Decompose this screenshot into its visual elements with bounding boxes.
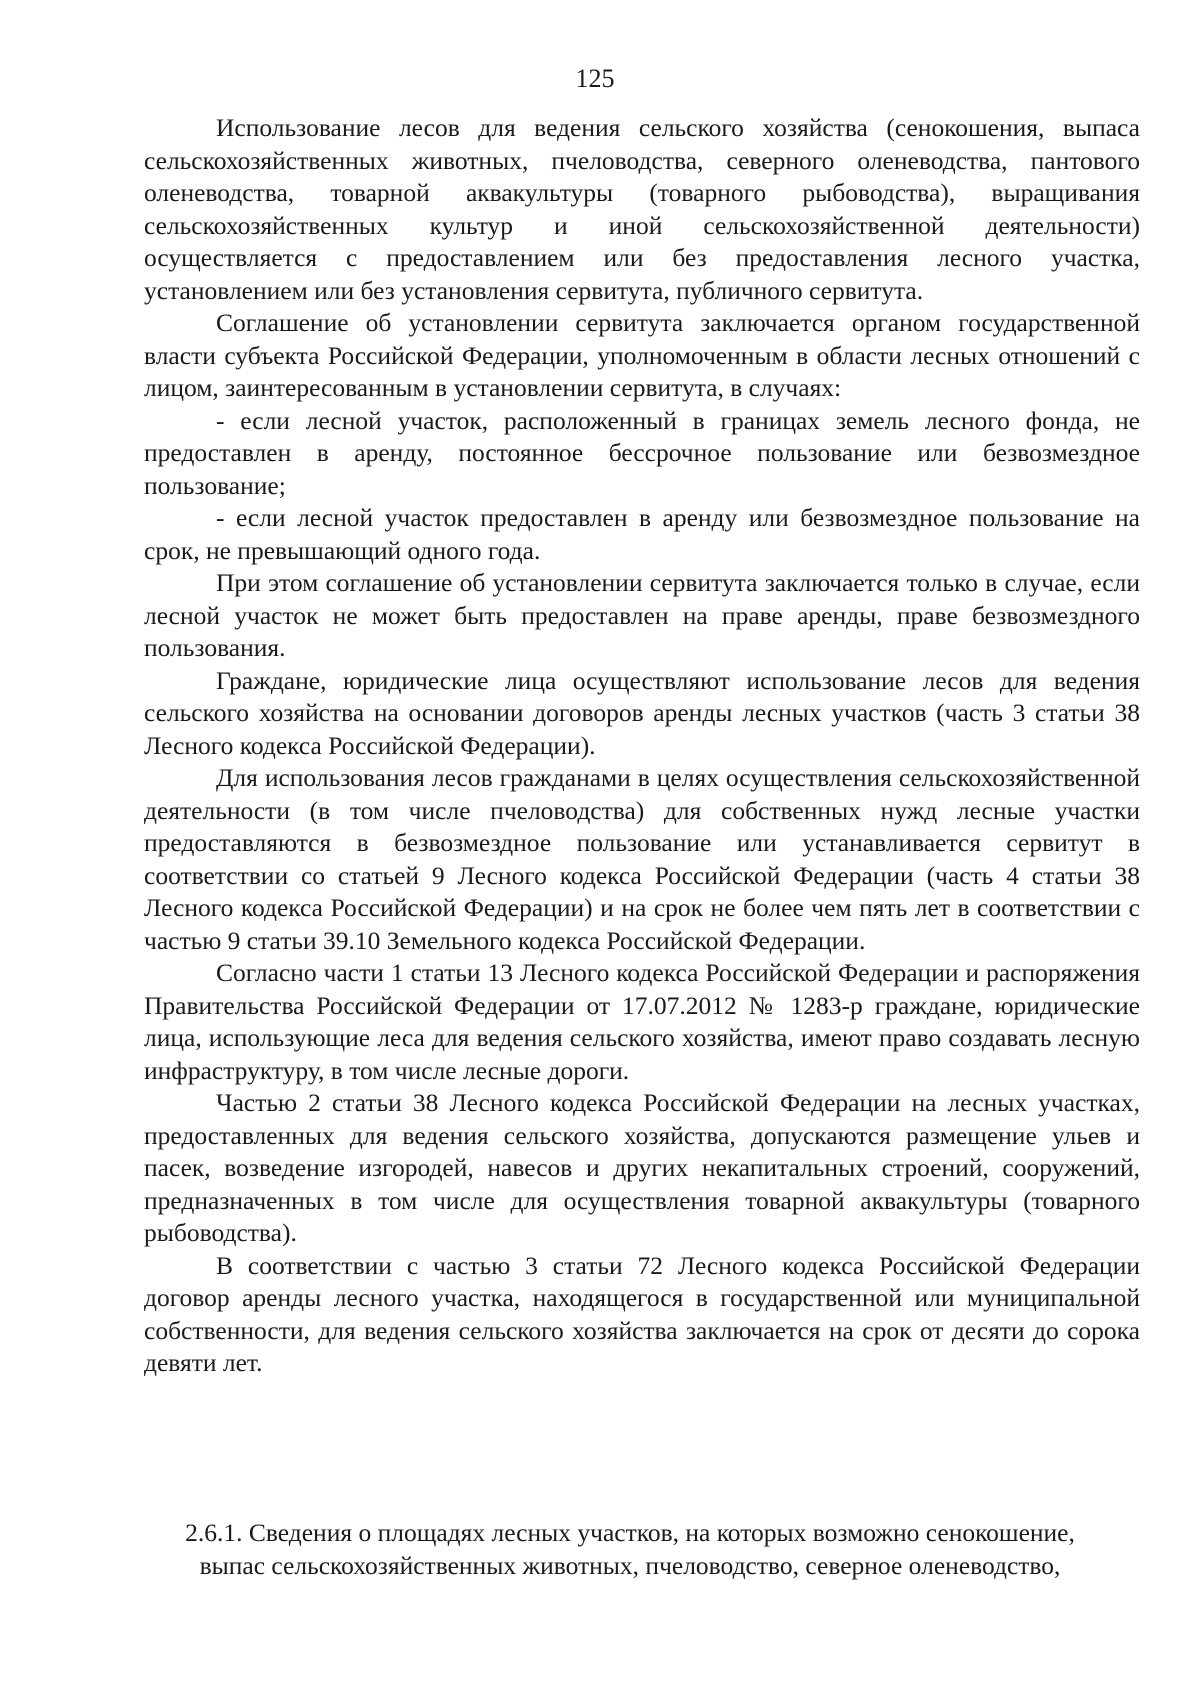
section-heading-line: выпас сельскохозяйственных животных, пчеловодство, северное оленеводство, bbox=[199, 1551, 1061, 1580]
list-item: - если лесной участок предоставлен в аренду или безвозмездное пользование на срок, не превышающий одного года. bbox=[144, 503, 1140, 565]
paragraph: Согласно части 1 статьи 13 Лесного кодекса Российской Федерации и распоряжения Правительства Российской Федерации от 17.07.2012 № 1283-р граждане, юридические лица, использующие леса для ведения сельского хозяйства, имеют право создавать лесную инфраструктуру, в том числе лесные дороги. bbox=[144, 958, 1140, 1085]
paragraph: Граждане, юридические лица осуществляют использование лесов для ведения сельского хозяйства на основании договоров аренды лесных участков (часть 3 статьи 38 Лесного кодекса Российской Федерации). bbox=[144, 665, 1140, 760]
section-heading-line: 2.6.1. Сведения о площадях лесных участков, на которых возможно сенокошение, bbox=[185, 1518, 1075, 1547]
body-text bbox=[144, 112, 1140, 1380]
paragraph: При этом соглашение об установлении сервитута заключается только в случае, если лесной участок не может быть предоставлен на праве аренды, праве безвозмездного пользования. bbox=[144, 568, 1140, 662]
section-heading bbox=[120, 1516, 1140, 1582]
paragraph: В соответствии с частью 3 статьи 72 Лесного кодекса Российской Федерации договор аренды лесного участка, находящегося в государственной или муниципальной собственности, для ведения сельского хозяйства заключается на срок от десяти до сорока девяти лет. bbox=[144, 1250, 1140, 1377]
paragraph: Соглашение об установлении сервитута заключается органом государственной власти субъекта Российской Федерации, уполномоченным в области лесных отношений с лицом, заинтересованным в установлении сервитута, в случаях: bbox=[144, 308, 1140, 402]
paragraph: Использование лесов для ведения сельского хозяйства (сенокошения, выпаса сельскохозяйственных животных, пчеловодства, северного оленеводства, пантового оленеводства, товарной аквакультуры (товарного рыбоводства), выращивания сельскохозяйственных культур и иной сельскохозяйственной деятельности) осуществляется с предоставлением или без предоставления лесного участка, установлением или без установления сервитута, публичного сервитута. bbox=[144, 113, 1140, 305]
page-number: 125 bbox=[575, 64, 615, 93]
paragraph: Частью 2 статьи 38 Лесного кодекса Российской Федерации на лесных участках, предоставленных для ведения сельского хозяйства, допускаются размещение ульев и пасек, возведение изгородей, навесов и других некапитальных строений, сооружений, предназначенных в том числе для осуществления товарной аквакультуры (товарного рыбоводства). bbox=[144, 1088, 1140, 1247]
list-item: - если лесной участок, расположенный в границах земель лесного фонда, не предоставлен в аренду, постоянное бессрочное пользование или безвозмездное пользование; bbox=[144, 405, 1140, 500]
paragraph: Для использования лесов гражданами в целях осуществления сельскохозяйственной деятельности (в том числе пчеловодства) для собственных нужд лесные участки предоставляются в безвозмездное пользование или устанавливается сервитут в соответствии со статьей 9 Лесного кодекса Российской Федерации (часть 4 статьи 38 Лесного кодекса Российской Федерации) и на срок не более чем пять лет в соответствии с частью 9 статьи 39.10 Земельного кодекса Российской Федерации. bbox=[144, 763, 1140, 955]
